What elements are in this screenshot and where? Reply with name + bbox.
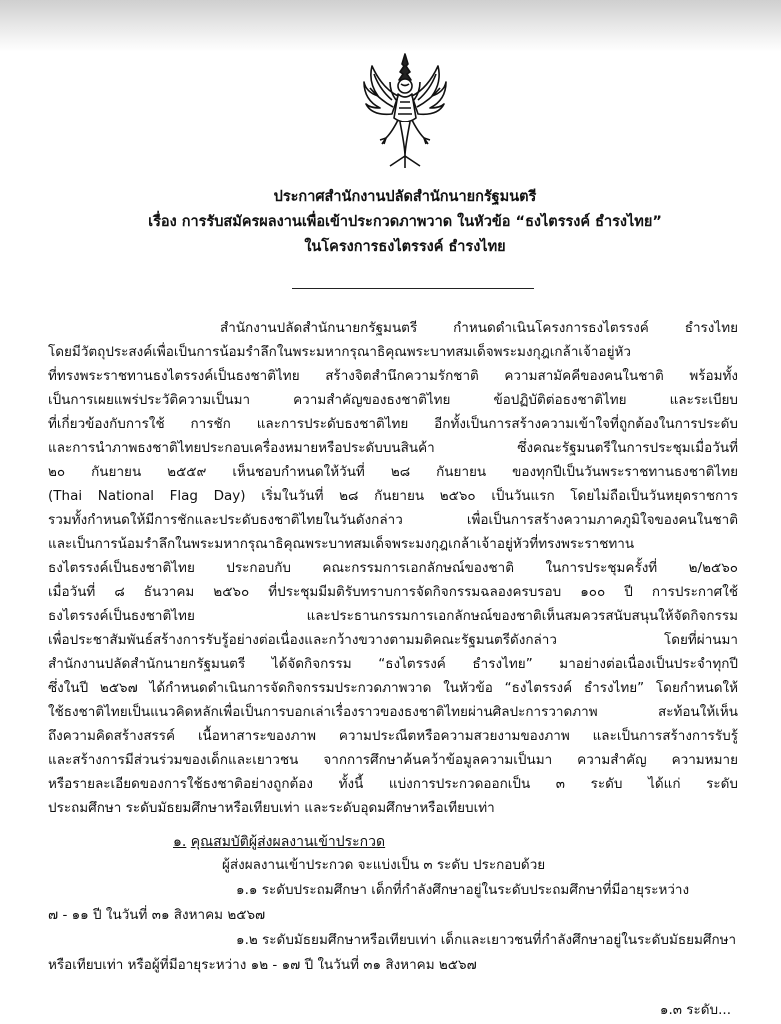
body-line: ธงไตรรงค์เป็นธงชาติไทย และประธานกรรมการเอกลักษณ์ของชาติเห็นสมควรสนับสนุนให้จัดกิจกรรม: [48, 608, 738, 624]
section-1-title: คุณสมบัติผู้ส่งผลงานเข้าประกวด: [190, 834, 386, 850]
body-line: ธงไตรรงค์เป็นธงชาติไทย ประกอบกับ คณะกรรมการเอกลักษณ์ของชาติ ในการประชุมครั้งที่ ๒/๒๕๖๐: [48, 560, 738, 576]
body-line: ๒๐ กันยายน ๒๕๕๙ เห็นชอบกำหนดให้วันที่ ๒๘ กันยายน ของทุกปีเป็นวันพระราชทานธงชาติไทย: [48, 464, 738, 480]
document-header: [60, 185, 750, 260]
body-line: สำนักงานปลัดสำนักนายกรัฐมนตรี ได้จัดกิจกรรม “ธงไตรรงค์ ธำรงไทย” มาอย่างต่อเนื่องเป็นประจำทุกปี: [48, 656, 738, 672]
body-line: สำนักงานปลัดสำนักนายกรัฐมนตรี กำหนดดำเนินโครงการธงไตรรงค์ ธำรงไทย: [220, 320, 738, 336]
body-line: และเป็นการน้อมรำลึกในพระมหากรุณาธิคุณพระบาทสมเด็จพระมงกุฎเกล้าเจ้าอยู่หัวที่ทรงพระราชทาน: [48, 536, 635, 552]
body-line: ประถมศึกษา ระดับมัธยมศึกษาหรือเทียบเท่า และระดับอุดมศึกษาหรือเทียบเท่า: [48, 800, 495, 816]
body-line: โดยมีวัตถุประสงค์เพื่อเป็นการน้อมรำลึกในพระมหากรุณาธิคุณพระบาทสมเด็จพระมงกุฎเกล้าเจ้าอยู่หัว: [48, 344, 632, 360]
section-1-item-1-line-2: ๗ - ๑๑ ปี ในวันที่ ๓๑ สิงหาคม ๒๕๖๗: [48, 907, 266, 923]
body-line: และการนำภาพธงชาติไทยประกอบเครื่องหมายหรือประดับบนสินค้า ซึ่งคณะรัฐมนตรีในการประชุมเมื่อวันที่: [48, 440, 738, 456]
body-line: รวมทั้งกำหนดให้มีการชักและประดับธงชาติไทยในวันดังกล่าว เพื่อเป็นการสร้างความภาคภูมิใจของคนในชาติ: [48, 512, 738, 528]
header-line-1: ประกาศสำนักงานปลัดสำนักนายกรัฐมนตรี: [273, 189, 537, 205]
body-line: ที่เกี่ยวข้องกับการใช้ การชัก และการประดับธงชาติไทย อีกทั้งเป็นการสร้างความเข้าใจที่ถูกต้องในการประดับ: [48, 416, 738, 432]
garuda-emblem-icon: [360, 52, 450, 170]
body-line: ถึงความคิดสร้างสรรค์ เนื้อหาสาระของภาพ ความประณีตหรือความสวยงามของภาพ และเป็นการสร้างการรับรู้: [48, 728, 738, 744]
section-1-item-2-line-1: ๑.๒ ระดับมัธยมศึกษาหรือเทียบเท่า เด็กและเยาวชนที่กำลังศึกษาอยู่ในระดับมัธยมศึกษา: [236, 932, 737, 948]
body-line: หรือรายละเอียดของการใช้ธงชาติอย่างถูกต้อง ทั้งนี้ แบ่งการประกวดออกเป็น ๓ ระดับ ได้แก่ ระดับ: [48, 776, 738, 792]
body-line: ที่ทรงพระราชทานธงไตรรงค์เป็นธงชาติไทย สร้างจิตสำนึกความรักชาติ ความสามัคคีของคนในชาติ พร้อมทั้ง: [48, 368, 738, 384]
section-1-item-2-line-2: หรือเทียบเท่า หรือผู้ที่มีอายุระหว่าง ๑๒ - ๑๗ ปี ในวันที่ ๓๑ สิงหาคม ๒๕๖๗: [48, 957, 477, 973]
header-project: ในโครงการธงไตรรงค์ ธำรงไทย: [304, 239, 506, 255]
header-divider: [292, 288, 534, 289]
section-1-intro: ผู้ส่งผลงานเข้าประกวด จะแบ่งเป็น ๓ ระดับ ประกอบด้วย: [222, 857, 546, 873]
body-line: (Thai National Flag Day) เริ่มในวันที่ ๒๘ กันยายน ๒๕๖๐ เป็นวันแรก โดยไม่ถือเป็นวันหยุดราชการ: [48, 488, 738, 504]
page-continuation: ๑.๓ ระดับ...: [659, 1002, 731, 1018]
section-1-item-1-line-1: ๑.๑ ระดับประถมศึกษา เด็กที่กำลังศึกษาอยู่ในระดับประถมศึกษาที่มีอายุระหว่าง: [236, 882, 690, 898]
body-line: เพื่อประชาสัมพันธ์สร้างการรับรู้อย่างต่อเนื่องและกว้างขวางตามมติคณะรัฐมนตรีดังกล่าว โดยที่ผ่านมา: [48, 632, 738, 648]
body-line: และสร้างการมีส่วนร่วมของเด็กและเยาวชน จากการศึกษาค้นคว้าข้อมูลความเป็นมา ความสำคัญ ความหมาย: [48, 752, 738, 768]
body-line: ซึ่งในปี ๒๕๖๗ ได้กำหนดดำเนินการจัดกิจกรรมประกวดภาพวาด ในหัวข้อ “ธงไตรรงค์ ธำรงไทย” โดยกำหนดให้: [48, 680, 738, 696]
body-line: เป็นการเผยแพร่ประวัติความเป็นมา ความสำคัญของธงชาติไทย ข้อปฏิบัติต่อธงชาติไทย และระเบียบ: [48, 392, 738, 408]
body-line: เมื่อวันที่ ๘ ธันวาคม ๒๕๖๐ ที่ประชุมมีมติรับทราบการจัดกิจกรรมฉลองครบรอบ ๑๐๐ ปี การประกาศใช้: [48, 584, 738, 600]
body-paragraph: [48, 316, 738, 820]
section-1-number: ๑.: [173, 834, 187, 850]
body-line: ใช้ธงชาติไทยเป็นแนวคิดหลักเพื่อเป็นการบอกเล่าเรื่องราวของธงชาติไทยผ่านศิลปะการวาดภาพ สะท้อนให้เห็น: [48, 704, 738, 720]
section-1-heading: [173, 831, 385, 853]
header-subject: เรื่อง การรับสมัครผลงานเพื่อเข้าประกวดภาพวาด ในหัวข้อ “ธงไตรรงค์ ธำรงไทย”: [148, 214, 662, 230]
